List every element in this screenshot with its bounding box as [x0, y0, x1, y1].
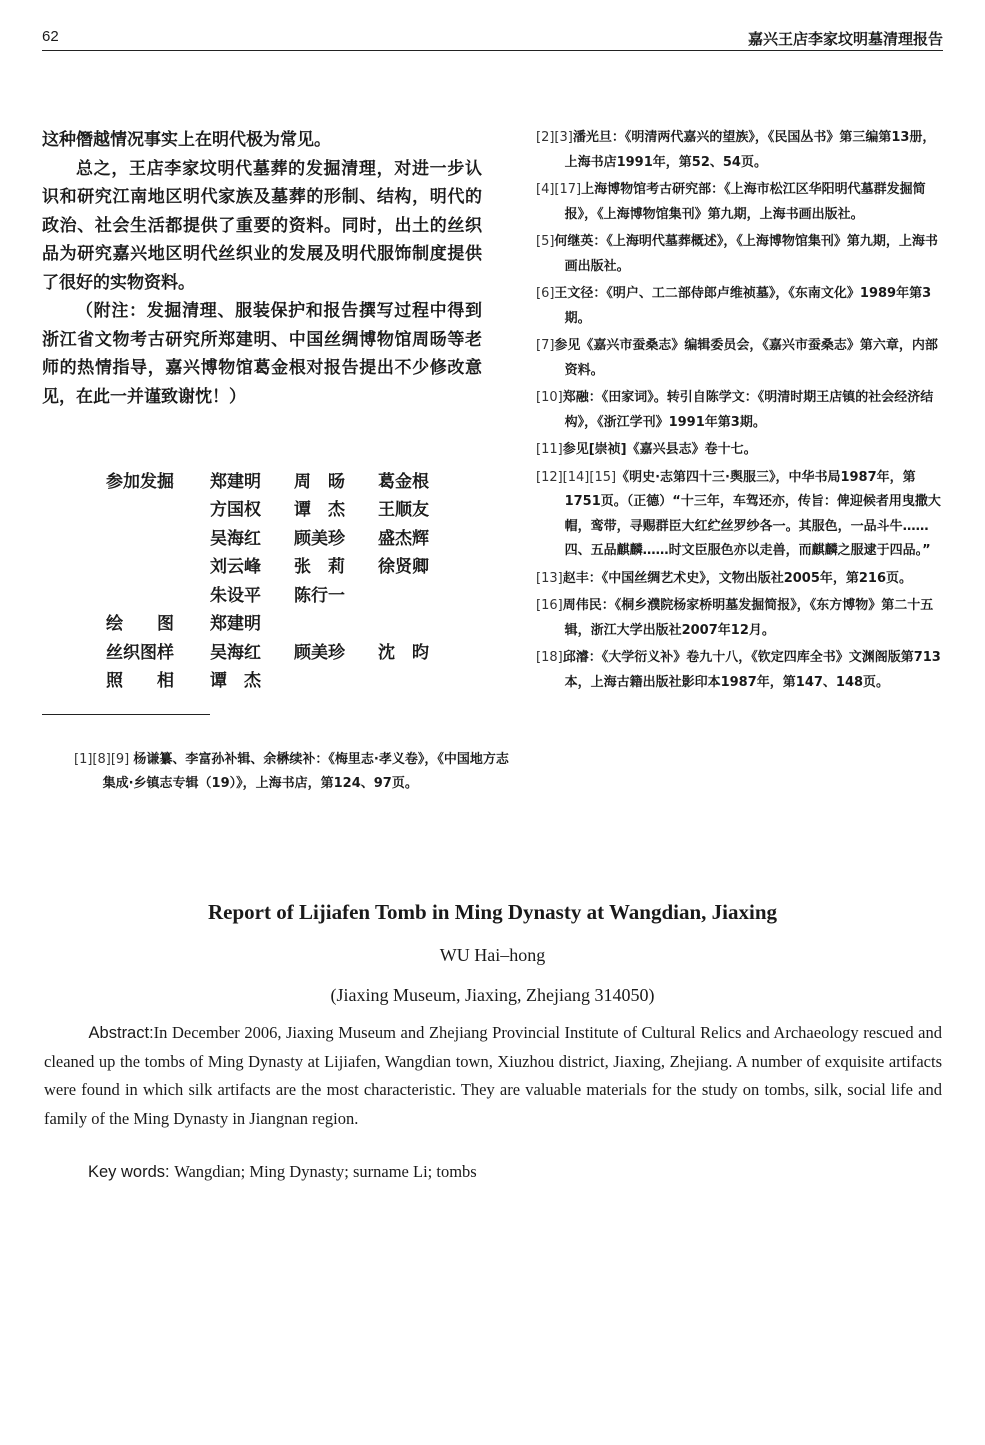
credit-row	[106, 665, 466, 694]
running-title: 嘉兴王店李家坟明墓清理报告	[747, 30, 943, 48]
credit-name: 谭 杰	[294, 500, 345, 521]
reference-text: 参见[崇祯]《嘉兴县志》卷十七。	[562, 442, 757, 457]
reference-label: [7]	[536, 338, 555, 353]
reference-label: [18]	[536, 650, 563, 665]
credit-name: 郑建明	[210, 614, 261, 635]
credit-role: 参加发掘	[106, 471, 174, 492]
reference-text: 郑融：《田家词》。转引自陈学文：《明清时期王店镇的社会经济结构》，《浙江学刊》1991年第3期。	[562, 390, 934, 430]
reference-text: 周伟民：《桐乡濮院杨家桥明墓发掘简报》，《东方博物》第二十五辑，浙江大学出版社2007年12月。	[562, 598, 934, 638]
reference-text: 参见《嘉兴市蚕桑志》编辑委员会，《嘉兴市蚕桑志》第六章，内部资料。	[554, 338, 938, 378]
credit-name: 王顺友	[378, 500, 429, 521]
reference-item	[536, 282, 942, 331]
credit-row	[106, 551, 466, 580]
reference-item	[536, 594, 942, 643]
reference-item	[536, 230, 942, 279]
reference-label: [4][17]	[536, 182, 582, 197]
credit-row	[106, 522, 466, 551]
credit-name: 张 莉	[294, 557, 345, 578]
reference-label: [16]	[536, 598, 563, 613]
left-column	[42, 126, 482, 411]
credit-name: 朱设平	[210, 585, 261, 606]
reference-label: [10]	[536, 390, 563, 405]
reference-item	[536, 438, 942, 463]
conclusion-paragraph: 总之，王店李家坟明代墓葬的发掘清理，对进一步认识和研究江南地区明代家族及墓葬的形制、结构，明代的政治、社会生活都提供了重要的资料。同时，出土的丝织品为研究嘉兴地区明代丝织业的发展及明代服饰制度提供了很好的实物资料。	[42, 158, 482, 293]
acknowledgement-paragraph: （附注：发掘清理、服装保护和报告撰写过程中得到浙江省文物考古研究所郑建明、中国丝绸博物馆周旸等老师的热情指导，嘉兴博物馆葛金根对报告提出不少修改意见，在此一并谨致谢忱！）	[42, 301, 482, 407]
reference-text: 邱濬：《大学衍义补》卷九十八，《钦定四库全书》文渊阁版第713本，上海古籍出版社影印本1987年，第147、148页。	[562, 650, 941, 690]
credit-role: 绘 图	[106, 614, 174, 635]
page-number: 62	[42, 28, 59, 45]
credit-name: 刘云峰	[210, 557, 261, 578]
credit-row	[106, 636, 466, 665]
credit-role: 丝织图样	[106, 642, 174, 663]
english-affiliation: (Jiaxing Museum, Jiaxing, Zhejiang 314050)	[330, 985, 655, 1005]
reference-label: [12][14][15]	[536, 469, 617, 485]
reference-item	[536, 126, 942, 175]
credit-name: 沈 昀	[378, 642, 429, 663]
reference-item	[536, 334, 942, 383]
reference-label: [6]	[536, 286, 555, 301]
footnote-text: 杨谦纂、李富孙补辑、余楙续补：《梅里志·孝义卷》，《中国地方志集成·乡镇志专辑（19）》，上海书店，第124、97页。	[102, 752, 509, 791]
keywords-label: Key words:	[88, 1163, 175, 1181]
credit-name: 郑建明	[210, 471, 261, 492]
english-keywords	[88, 1162, 942, 1182]
body-paragraph: 这种僭越情况事实上在明代极为常见。	[42, 130, 331, 150]
credit-role: 照 相	[106, 671, 174, 692]
credit-name: 顾美珍	[294, 642, 345, 663]
credits-list	[106, 465, 466, 693]
credit-row	[106, 465, 466, 494]
credit-name: 吴海红	[210, 642, 261, 663]
reference-text: 何继英：《上海明代墓葬概述》，《上海博物馆集刊》第九期，上海书画出版社。	[554, 234, 938, 274]
credit-name: 周 旸	[294, 471, 345, 492]
footnote-rule	[42, 714, 210, 715]
abstract-label: Abstract:	[88, 1024, 154, 1042]
reference-item	[536, 646, 942, 695]
reference-text: 《明史·志第四十三·舆服三》，中华书局1987年，第1751页。（正德）“十三年，车驾还亦，传旨：俾迎候者用曳撒大帽，鸾带，寻赐群臣大红纻丝罗纱各一。其服色，一品斗牛……四、五品麒麟……时文臣服色亦以走兽，而麒麟之服逮于四品。”	[564, 469, 941, 558]
footnote	[74, 748, 513, 796]
reference-label: [13]	[536, 570, 563, 586]
reference-item	[536, 567, 942, 592]
credit-name: 吴海红	[210, 528, 261, 549]
credit-name: 方国权	[210, 500, 261, 521]
english-author: WU Hai–hong	[439, 945, 546, 965]
references-column	[536, 126, 942, 698]
english-abstract	[44, 1019, 942, 1133]
reference-text: 赵丰：《中国丝绸艺术史》，文物出版社2005年，第216页。	[562, 570, 913, 586]
credit-name: 陈行一	[294, 585, 345, 606]
credit-name: 葛金根	[378, 471, 429, 492]
abstract-text: In December 2006, Jiaxing Museum and Zhejiang Provincial Institute of Cultural Relics and Archaeology rescued and cleaned up the tombs of Ming Dynasty at Lijiafen, Wangdian town, Xiuzhou district, Jiaxing, Zhejiang. A number of exquisite artifacts were found in which silk artifacts are the most characteristic. They are valuable materials for the study on tombs, silk, social life and family of the Ming Dynasty in Jiangnan region.	[44, 1023, 942, 1128]
credit-row	[106, 608, 466, 637]
credit-name: 盛杰辉	[378, 528, 429, 549]
credit-name: 徐贤卿	[378, 557, 429, 578]
reference-text: 潘光旦：《明清两代嘉兴的望族》，《民国丛书》第三编第13册，上海书店1991年，第52、54页。	[564, 130, 936, 170]
reference-item	[536, 386, 942, 435]
reference-item	[536, 178, 942, 227]
reference-text: 上海博物馆考古研究部：《上海市松江区华阳明代墓群发掘简报》，《上海博物馆集刊》第九期，上海书画出版社。	[564, 182, 926, 222]
reference-label: [11]	[536, 442, 563, 457]
keywords-text: Wangdian; Ming Dynasty; surname Li; tombs	[174, 1162, 477, 1181]
credit-name: 顾美珍	[294, 528, 345, 549]
credit-name: 谭 杰	[210, 671, 261, 692]
footnote-label: [1][8][9]	[74, 752, 130, 767]
credit-row	[106, 579, 466, 608]
english-title: Report of Lijiafen Tomb in Ming Dynasty at Wangdian, Jiaxing	[207, 900, 778, 924]
reference-item	[536, 466, 942, 564]
reference-label: [5]	[536, 234, 555, 249]
header-rule	[42, 50, 943, 51]
credit-row	[106, 494, 466, 523]
reference-text: 王文径：《明户、工二部侍郎卢维祯墓》，《东南文化》1989年第3期。	[554, 286, 932, 326]
reference-label: [2][3]	[536, 130, 573, 145]
